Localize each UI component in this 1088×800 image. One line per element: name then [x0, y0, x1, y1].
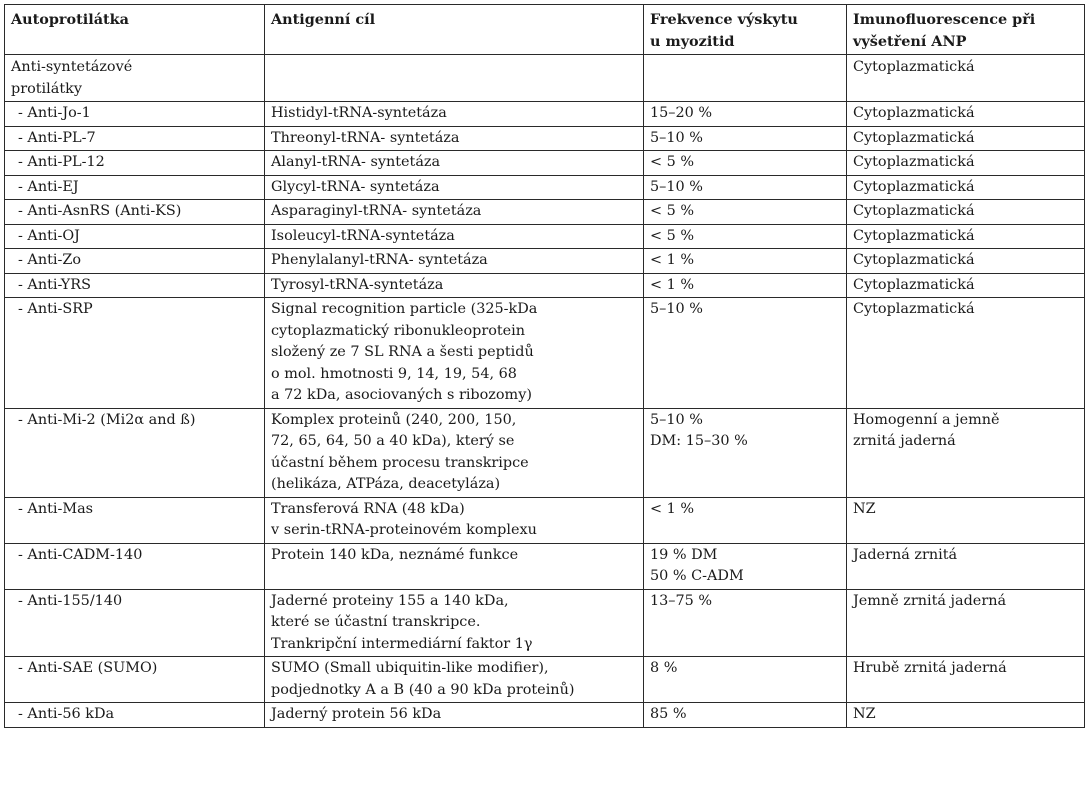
cell-line: - Anti-OJ: [18, 227, 80, 244]
cell-line: - Anti-Jo-1: [18, 105, 91, 121]
table-row: [5, 200, 1085, 225]
cell-line: Jaderné proteiny 155 a 140 kDa,: [271, 592, 509, 609]
cell-autoantibody: [5, 657, 265, 703]
cell-autoantibody: [5, 126, 265, 151]
cell-line: Jaderná zrnitá: [853, 546, 958, 563]
cell-line: Tyrosyl-tRNA-syntetáza: [271, 276, 444, 293]
cell-line: Hrubě zrnitá jaderná: [853, 660, 1007, 676]
cell-line: < 5 %: [650, 154, 695, 170]
cell-antigen-target: [265, 175, 644, 200]
table-row: [5, 657, 1085, 703]
cell-line: 72, 65, 64, 50 a 40 kDa), který se: [271, 433, 515, 449]
cell-frequency: [644, 126, 847, 151]
cell-autoantibody: [5, 273, 265, 298]
cell-line: Komplex proteinů (240, 200, 150,: [271, 411, 517, 428]
cell-line: < 1 %: [650, 276, 695, 293]
cell-autoantibody: [5, 497, 265, 543]
cell-line: Transferová RNA (48 kDa): [271, 500, 465, 517]
cell-line: SUMO (Small ubiquitin-like modifier),: [271, 660, 549, 676]
cell-frequency: [644, 589, 847, 657]
table-row: [5, 151, 1085, 176]
cell-autoantibody: [5, 55, 265, 102]
cell-autoantibody: [5, 249, 265, 274]
cell-line: v serin-tRNA-proteinovém komplexu: [271, 522, 537, 538]
header-frequency: [644, 5, 847, 55]
cell-immunofluorescence: [847, 703, 1085, 728]
header-immunofluorescence: [847, 5, 1085, 55]
cell-autoantibody: [5, 224, 265, 249]
cell-antigen-target: [265, 497, 644, 543]
cell-line: NZ: [853, 706, 876, 722]
cell-line: Isoleucyl-tRNA-syntetáza: [271, 227, 455, 244]
cell-line: 5–10 %: [650, 301, 703, 317]
cell-line: u myozitid: [650, 32, 735, 50]
table-row: [5, 175, 1085, 200]
cell-line: Cytoplazmatická: [853, 105, 975, 121]
cell-line: a 72 kDa, asociovaných s ribozomy): [271, 387, 532, 403]
cell-line: Trankripční intermediární faktor 1γ: [271, 635, 533, 652]
cell-line: Homogenní a jemně: [853, 411, 1000, 428]
cell-frequency: [644, 657, 847, 703]
table-row: [5, 298, 1085, 409]
cell-line: - Anti-56 kDa: [18, 706, 115, 722]
cell-frequency: [644, 55, 847, 102]
cell-line: cytoplazmatický ribonukleoprotein: [271, 322, 526, 339]
cell-line: Signal recognition particle (325-kDa: [271, 301, 538, 317]
cell-line: Phenylalanyl-tRNA- syntetáza: [271, 252, 488, 268]
cell-line: Imunofluorescence při: [853, 11, 1036, 28]
cell-antigen-target: [265, 298, 644, 409]
table-row: [5, 543, 1085, 589]
table-row: [5, 273, 1085, 298]
cell-line: - Anti-PL-7: [18, 129, 96, 146]
cell-line: vyšetření ANP: [853, 32, 967, 50]
cell-frequency: [644, 408, 847, 497]
cell-line: o mol. hmotnosti 9, 14, 19, 54, 68: [271, 365, 517, 382]
cell-autoantibody: [5, 408, 265, 497]
cell-immunofluorescence: [847, 298, 1085, 409]
cell-antigen-target: [265, 224, 644, 249]
cell-line: protilátky: [11, 80, 82, 97]
header-autoantibody: [5, 5, 265, 55]
header-antigen-target: [265, 5, 644, 55]
cell-frequency: [644, 703, 847, 728]
cell-line: Glycyl-tRNA- syntetáza: [271, 178, 440, 195]
cell-line: Histidyl-tRNA-syntetáza: [271, 105, 447, 121]
cell-line: - Anti-YRS: [18, 276, 91, 293]
cell-antigen-target: [265, 102, 644, 127]
cell-immunofluorescence: [847, 657, 1085, 703]
cell-frequency: [644, 200, 847, 225]
table-row: [5, 408, 1085, 497]
cell-frequency: [644, 497, 847, 543]
cell-line: - Anti-PL-12: [18, 154, 105, 170]
cell-antigen-target: [265, 151, 644, 176]
cell-immunofluorescence: [847, 497, 1085, 543]
cell-antigen-target: [265, 657, 644, 703]
cell-antigen-target: [265, 200, 644, 225]
cell-line: Cytoplazmatická: [853, 227, 975, 244]
cell-immunofluorescence: [847, 589, 1085, 657]
cell-frequency: [644, 151, 847, 176]
cell-line: 5–10 %: [650, 129, 703, 146]
cell-frequency: [644, 249, 847, 274]
cell-antigen-target: [265, 126, 644, 151]
cell-line: Anti-syntetázové: [11, 59, 133, 75]
cell-line: - Anti-155/140: [18, 592, 123, 609]
autoantibody-table: [4, 4, 1085, 728]
table-row: [5, 589, 1085, 657]
table-header-row: [5, 5, 1085, 55]
cell-autoantibody: [5, 543, 265, 589]
cell-autoantibody: [5, 200, 265, 225]
cell-line: Autoprotilátka: [11, 11, 129, 28]
cell-autoantibody: [5, 589, 265, 657]
cell-line: (helikáza, ATPáza, deacetyláza): [271, 476, 501, 492]
cell-line: Alanyl-tRNA- syntetáza: [271, 154, 441, 170]
cell-line: Cytoplazmatická: [853, 59, 975, 75]
cell-line: Jaderný protein 56 kDa: [271, 706, 442, 722]
cell-line: účastní během procesu transkripce: [271, 454, 529, 471]
table-row: [5, 249, 1085, 274]
cell-line: < 1 %: [650, 500, 695, 517]
cell-line: - Anti-SAE (SUMO): [18, 660, 158, 676]
cell-line: - Anti-Mi-2 (Mi2α and ß): [18, 411, 196, 428]
cell-line: 15–20 %: [650, 105, 713, 121]
cell-line: Protein 140 kDa, neznámé funkce: [271, 546, 519, 563]
cell-line: NZ: [853, 500, 876, 517]
cell-line: Threonyl-tRNA- syntetáza: [271, 129, 460, 146]
cell-immunofluorescence: [847, 224, 1085, 249]
cell-frequency: [644, 273, 847, 298]
table-row: [5, 497, 1085, 543]
cell-antigen-target: [265, 55, 644, 102]
cell-line: < 1 %: [650, 252, 695, 268]
cell-line: 19 % DM: [650, 546, 718, 563]
cell-line: - Anti-AsnRS (Anti-KS): [18, 203, 182, 219]
cell-line: zrnitá jaderná: [853, 433, 956, 449]
cell-line: Cytoplazmatická: [853, 203, 975, 219]
cell-line: Cytoplazmatická: [853, 154, 975, 170]
cell-line: Cytoplazmatická: [853, 129, 975, 146]
table-body: [5, 55, 1085, 728]
cell-line: < 5 %: [650, 227, 695, 244]
cell-line: - Anti-Mas: [18, 500, 94, 517]
cell-line: 85 %: [650, 706, 687, 722]
cell-line: 5–10 %: [650, 411, 703, 428]
cell-antigen-target: [265, 408, 644, 497]
cell-line: - Anti-CADM-140: [18, 546, 143, 563]
cell-immunofluorescence: [847, 175, 1085, 200]
table-group-row: [5, 55, 1085, 102]
cell-autoantibody: [5, 151, 265, 176]
cell-immunofluorescence: [847, 200, 1085, 225]
cell-line: složený ze 7 SL RNA a šesti peptidů: [271, 344, 534, 360]
cell-line: - Anti-Zo: [18, 252, 82, 268]
cell-immunofluorescence: [847, 273, 1085, 298]
cell-line: Asparaginyl-tRNA- syntetáza: [271, 203, 482, 219]
cell-line: Cytoplazmatická: [853, 301, 975, 317]
cell-immunofluorescence: [847, 408, 1085, 497]
cell-line: < 5 %: [650, 203, 695, 219]
cell-line: DM: 15–30 %: [650, 433, 748, 449]
cell-line: 50 % C-ADM: [650, 568, 744, 584]
cell-autoantibody: [5, 703, 265, 728]
cell-line: - Anti-EJ: [18, 178, 79, 195]
cell-autoantibody: [5, 102, 265, 127]
cell-line: Frekvence výskytu: [650, 11, 798, 28]
cell-immunofluorescence: [847, 102, 1085, 127]
cell-immunofluorescence: [847, 543, 1085, 589]
cell-line: 5–10 %: [650, 178, 703, 195]
cell-antigen-target: [265, 589, 644, 657]
cell-autoantibody: [5, 175, 265, 200]
cell-immunofluorescence: [847, 151, 1085, 176]
cell-immunofluorescence: [847, 249, 1085, 274]
cell-autoantibody: [5, 298, 265, 409]
cell-line: Cytoplazmatická: [853, 276, 975, 293]
cell-immunofluorescence: [847, 55, 1085, 102]
cell-frequency: [644, 543, 847, 589]
cell-line: Jemně zrnitá jaderná: [853, 592, 1007, 609]
cell-line: Cytoplazmatická: [853, 252, 975, 268]
cell-line: - Anti-SRP: [18, 301, 93, 317]
cell-antigen-target: [265, 543, 644, 589]
cell-line: které se účastní transkripce.: [271, 614, 481, 630]
table-row: [5, 224, 1085, 249]
cell-frequency: [644, 175, 847, 200]
cell-line: 8 %: [650, 660, 678, 676]
cell-antigen-target: [265, 703, 644, 728]
cell-frequency: [644, 224, 847, 249]
table-row: [5, 126, 1085, 151]
cell-line: Cytoplazmatická: [853, 178, 975, 195]
table-row: [5, 102, 1085, 127]
cell-frequency: [644, 298, 847, 409]
cell-line: Antigenní cíl: [271, 11, 376, 28]
cell-antigen-target: [265, 249, 644, 274]
cell-frequency: [644, 102, 847, 127]
cell-line: podjednotky A a B (40 a 90 kDa proteinů): [271, 681, 575, 698]
cell-antigen-target: [265, 273, 644, 298]
cell-immunofluorescence: [847, 126, 1085, 151]
cell-line: 13–75 %: [650, 592, 713, 609]
table-row: [5, 703, 1085, 728]
